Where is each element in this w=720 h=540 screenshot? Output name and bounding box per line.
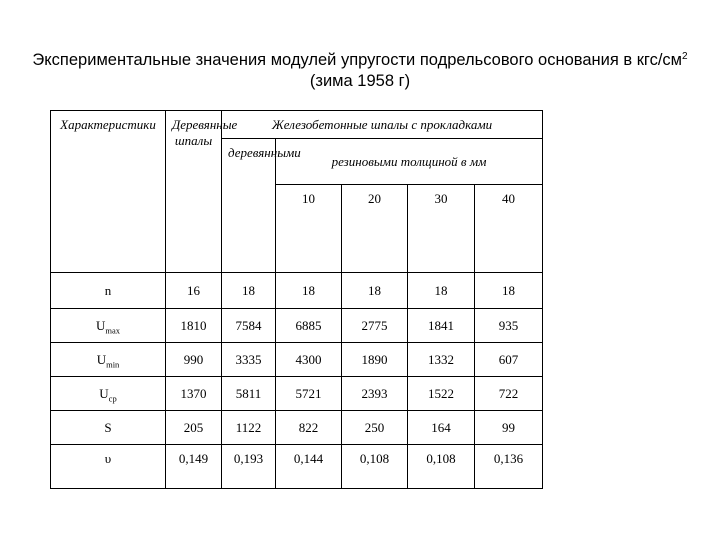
table-cell: 1122: [222, 411, 276, 445]
table-cell: 1841: [408, 309, 475, 343]
thickness-20: 20: [342, 185, 408, 273]
row-label: n: [51, 273, 166, 309]
table-cell: 1370: [166, 377, 222, 411]
elasticity-table: [50, 110, 543, 489]
header-concrete-sleepers: Железобетонные шпалы с прокладками: [222, 111, 543, 139]
table-cell: 164: [408, 411, 475, 445]
table-row: [51, 411, 543, 445]
table-cell: 722: [475, 377, 543, 411]
header-wooden-pads: деревянными: [222, 139, 276, 273]
table-cell: 1890: [342, 343, 408, 377]
table-cell: 16: [166, 273, 222, 309]
table-cell: 0,149: [166, 445, 222, 489]
table-row: [51, 343, 543, 377]
row-label: S: [51, 411, 166, 445]
table-cell: 607: [475, 343, 543, 377]
table-cell: 18: [475, 273, 543, 309]
table-cell: 0,144: [276, 445, 342, 489]
table-cell: 18: [276, 273, 342, 309]
table-cell: 18: [342, 273, 408, 309]
thickness-10: 10: [276, 185, 342, 273]
table-row: [51, 309, 543, 343]
header-wooden-sleepers: Деревянные шпалы: [166, 111, 222, 273]
table-row: [51, 377, 543, 411]
header-characteristics: Характеристики: [51, 111, 166, 273]
document-title: [0, 50, 720, 92]
thickness-30: 30: [408, 185, 475, 273]
table-cell: 99: [475, 411, 543, 445]
table-cell: 4300: [276, 343, 342, 377]
title-line-1: Экспериментальные значения модулей упругости подрельсового основания в кгс/$см^2$: [32, 51, 688, 69]
table-cell: 1810: [166, 309, 222, 343]
table-cell: 0,108: [342, 445, 408, 489]
row-label: $U_{min}$: [51, 343, 166, 377]
table-cell: 18: [222, 273, 276, 309]
thickness-40: 40: [475, 185, 543, 273]
row-label: $U_{max}$: [51, 309, 166, 343]
table-cell: 3335: [222, 343, 276, 377]
row-label: $U_{ср}$: [51, 377, 166, 411]
row-label: υ: [51, 445, 166, 489]
title-line-2: (зима 1958 г): [309, 72, 411, 90]
table-cell: 2393: [342, 377, 408, 411]
table-cell: 205: [166, 411, 222, 445]
table-cell: 1522: [408, 377, 475, 411]
table-cell: 0,136: [475, 445, 543, 489]
table-cell: 5721: [276, 377, 342, 411]
table-cell: 7584: [222, 309, 276, 343]
table-cell: 990: [166, 343, 222, 377]
table-cell: 935: [475, 309, 543, 343]
table-cell: 6885: [276, 309, 342, 343]
table-cell: 2775: [342, 309, 408, 343]
table-cell: 5811: [222, 377, 276, 411]
table-cell: 1332: [408, 343, 475, 377]
table-row: [51, 445, 543, 489]
table-cell: 0,193: [222, 445, 276, 489]
header-rubber-pads: резиновыми толщиной в мм: [276, 139, 543, 185]
table-row: [51, 273, 543, 309]
table-cell: 250: [342, 411, 408, 445]
table-cell: 0,108: [408, 445, 475, 489]
table-cell: 18: [408, 273, 475, 309]
table-cell: 822: [276, 411, 342, 445]
